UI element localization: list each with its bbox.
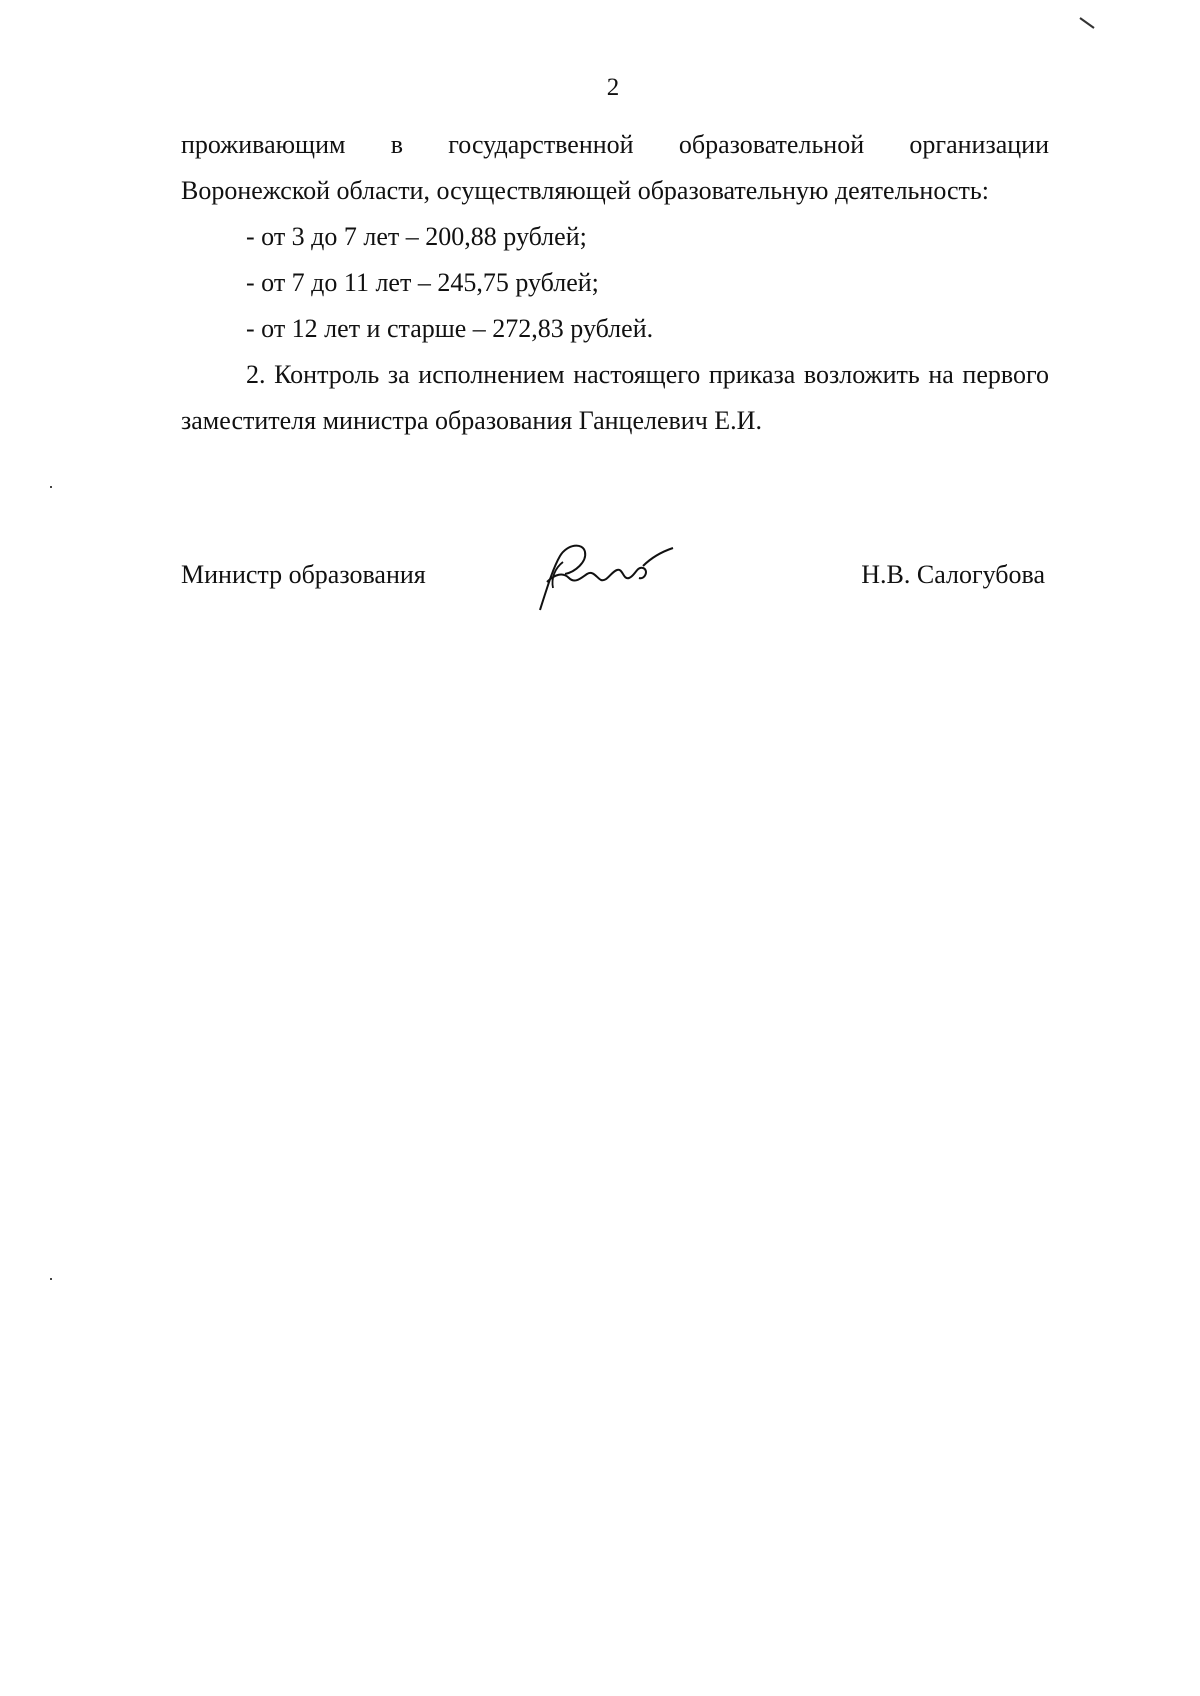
handwritten-signature xyxy=(535,538,685,618)
list-item: - от 12 лет и старше – 272,83 рублей. xyxy=(246,314,654,343)
list-item: - от 7 до 11 лет – 245,75 рублей; xyxy=(246,268,599,297)
signatory-name: Н.В. Салогубова xyxy=(861,560,1045,589)
paragraph-2: 2. Контроль за исполнением настоящего приказа возложить на первого заместителя министра образования Ганцелевич Е.И. xyxy=(181,360,1049,435)
signatory-title: Министр образования xyxy=(181,560,426,589)
page-number: 2 xyxy=(606,74,620,101)
scan-speck xyxy=(50,486,52,488)
scan-mark xyxy=(1078,14,1098,34)
document-body xyxy=(181,122,1049,444)
list-item: - от 3 до 7 лет – 200,88 рублей; xyxy=(246,222,587,251)
body-line-2: Воронежской области, осуществляющей образовательную деятельность: xyxy=(181,176,989,205)
body-line-1: проживающим в государственной образовательной организации xyxy=(181,130,1049,159)
scan-speck xyxy=(50,1278,52,1280)
